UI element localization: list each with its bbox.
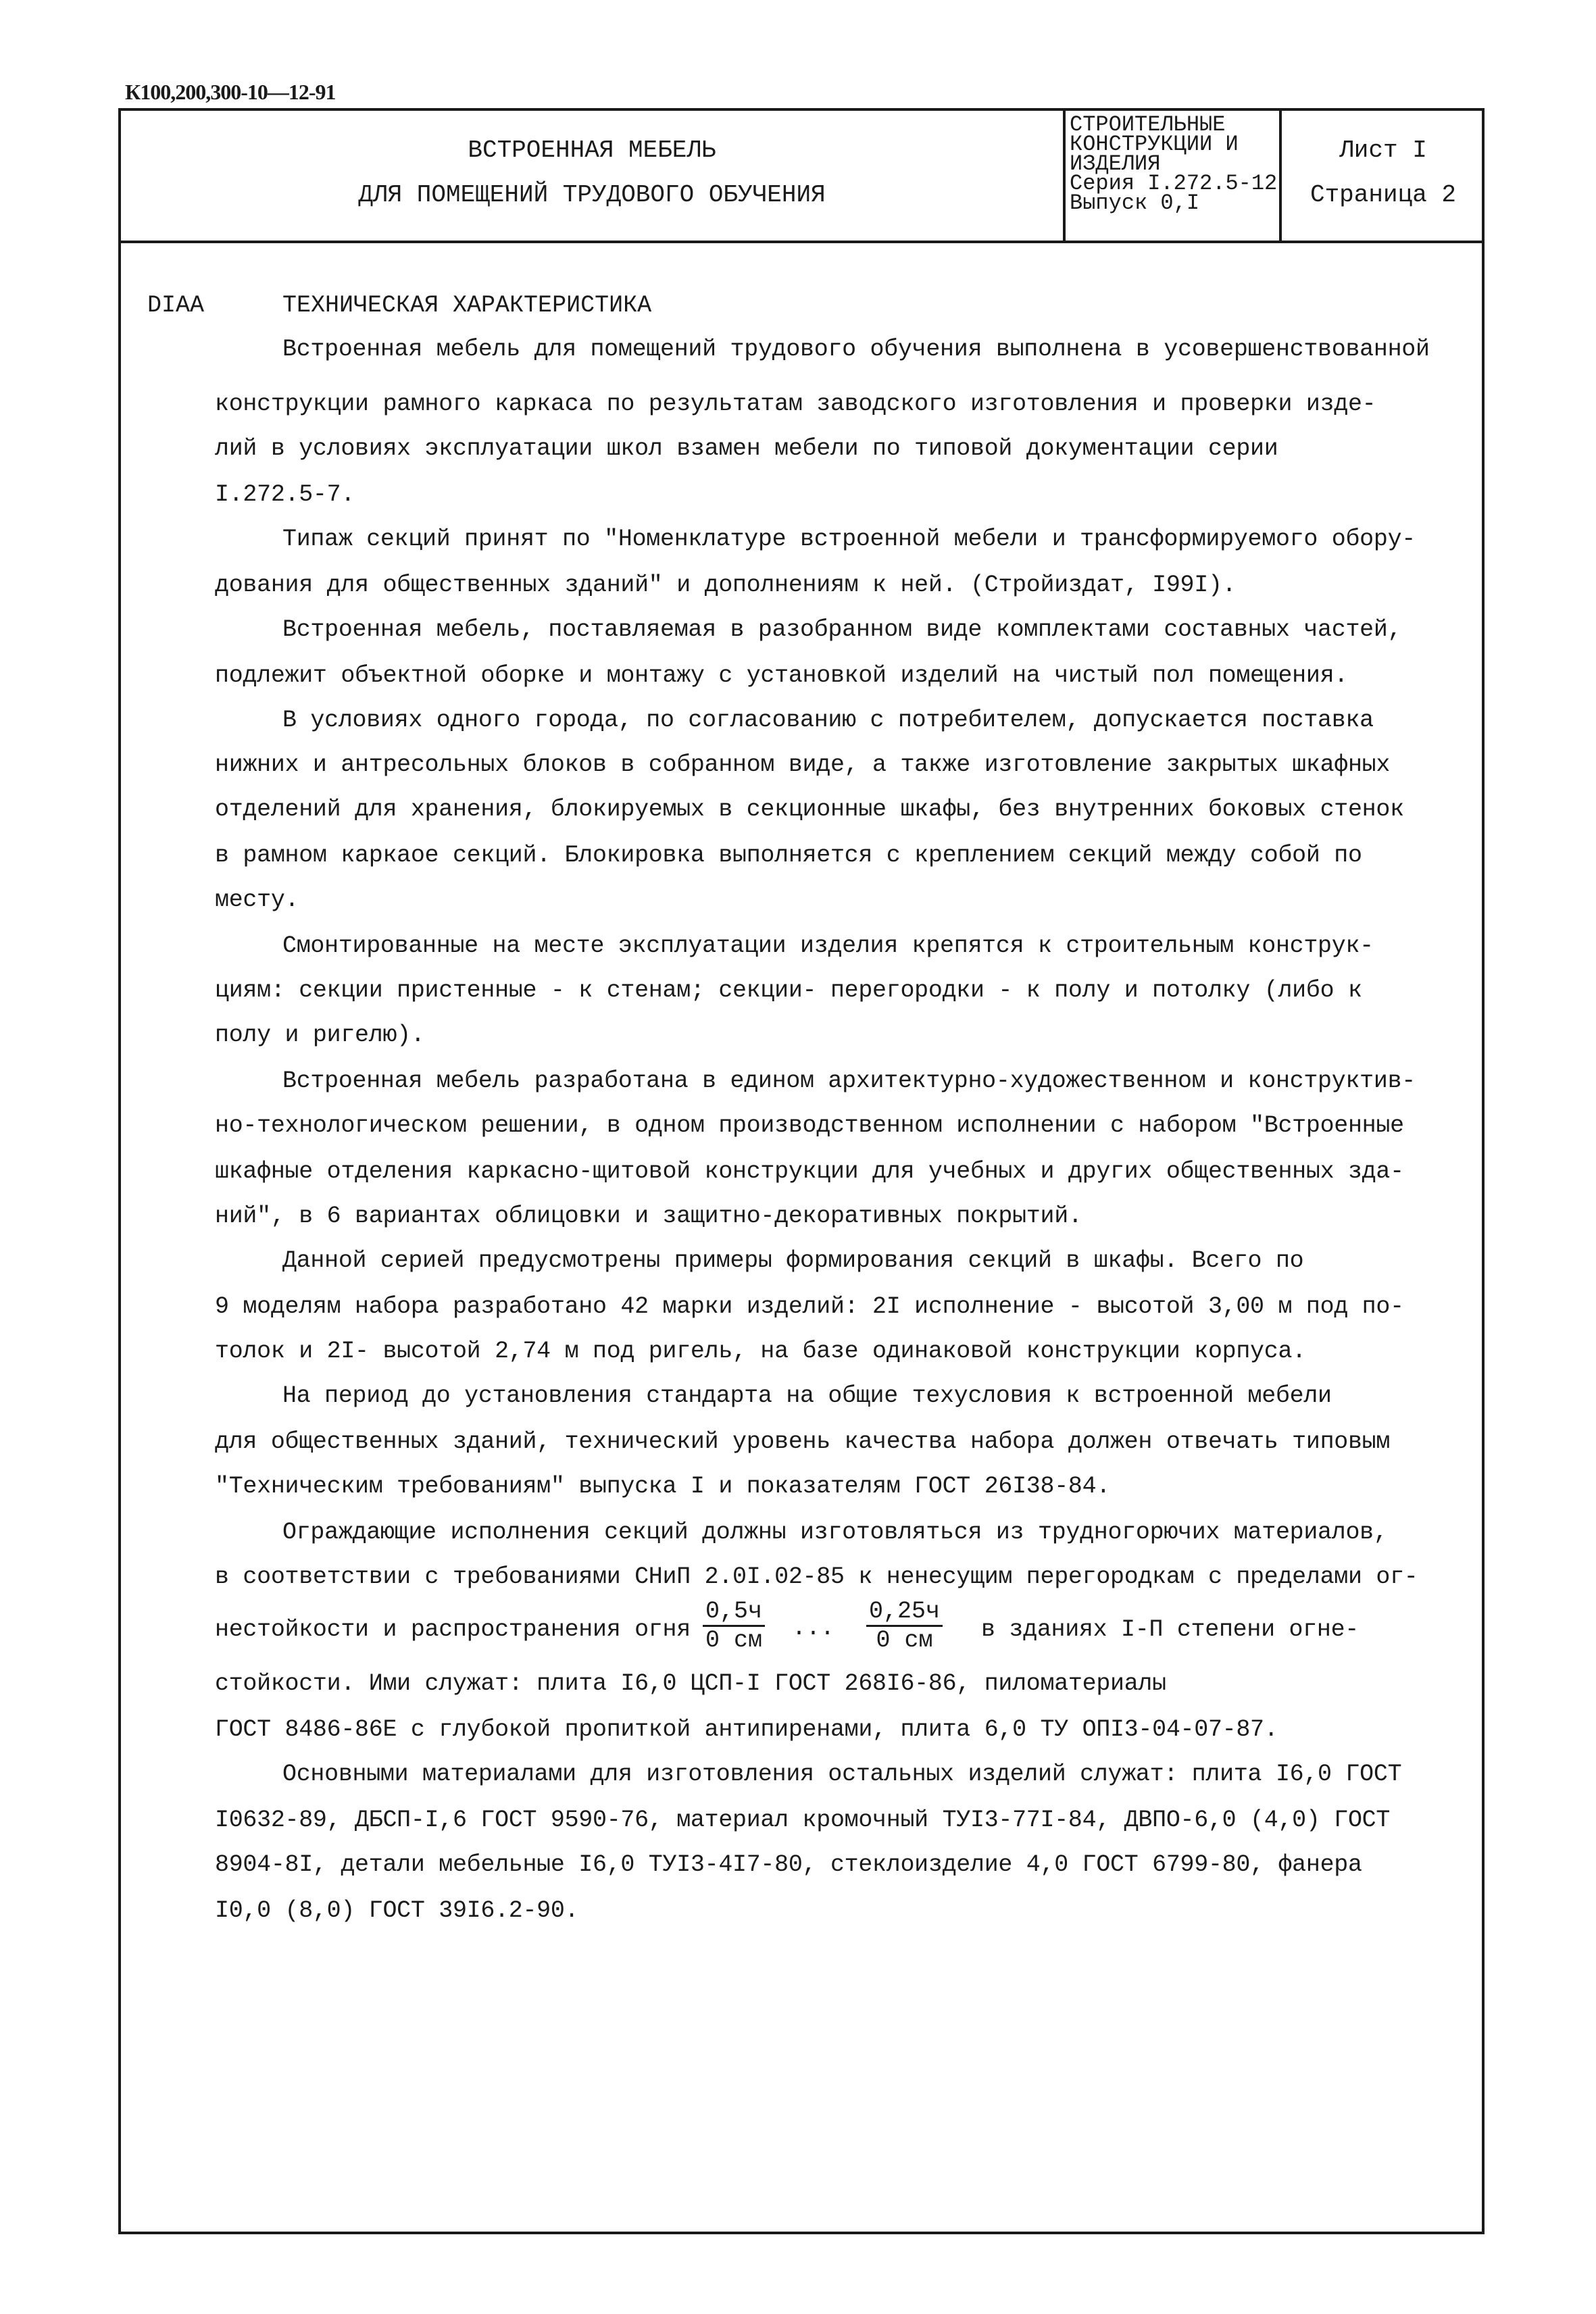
- text-line: конструкции рамного каркаса по результатам заводского изготовления и проверки изде-: [215, 391, 1376, 418]
- text-line: Встроенная мебель для помещений трудового обучения выполнена в усовершенствованной: [282, 336, 1430, 363]
- text-line: Основными материалами для изготовления остальных изделий служат: плита I6,0 ГОСТ: [282, 1761, 1402, 1788]
- text-line: стойкости. Ими служат: плита I6,0 ЦСП-I ГОСТ 268I6-86, пиломатериалы: [215, 1670, 1166, 1697]
- series-cell: [1066, 111, 1282, 241]
- sheet-cell: [1282, 111, 1485, 241]
- fraction-2-numerator: 0,25ч: [866, 1598, 943, 1627]
- text-line: в соответствии с требованиями СНиП 2.0I.02-85 к ненесущим перегородкам с пределами ог-: [215, 1563, 1418, 1590]
- text-line: месту.: [215, 886, 299, 913]
- section-code: DIAA: [147, 292, 205, 319]
- text-line: I.272.5-7.: [215, 481, 355, 508]
- text-line: циям: секции пристенные - к стенам; секции- перегородки - к полу и потолку (либо к: [215, 977, 1362, 1004]
- section-heading: ТЕХНИЧЕСКАЯ ХАРАКТЕРИСТИКА: [282, 292, 652, 319]
- fire-limit-fraction-1: [703, 1598, 765, 1654]
- text-line: шкафные отделения каркасно-щитовой конструкции для учебных и других общественных зда-: [215, 1158, 1404, 1185]
- text-line: но-технологическом решении, в одном производственном исполнении с набором "Встроенные: [215, 1112, 1404, 1139]
- text-line: "Техническим требованиям" выпуска I и показателям ГОСТ 26I38-84.: [215, 1473, 1111, 1500]
- fraction-1-denominator: 0 см: [705, 1627, 763, 1654]
- text-line: в зданиях I-П степени огне-: [981, 1616, 1359, 1643]
- category-line1: СТРОИТЕЛЬНЫЕ: [1070, 112, 1226, 137]
- text-line: для общественных зданий, технический уровень качества набора должен отвечать типовым: [215, 1428, 1391, 1455]
- fire-limit-fraction-2: [866, 1598, 943, 1654]
- text-line: Данной серией предусмотрены примеры формирования секций в шкафы. Всего по: [282, 1247, 1304, 1274]
- text-line: толок и 2I- высотой 2,74 м под ригель, на базе одинаковой конструкции корпуса.: [215, 1338, 1306, 1365]
- text-line: I0632-89, ДБСП-I,6 ГОСТ 9590-76, материал кромочный ТУI3-77I-84, ДВПО-6,0 (4,0) ГОСТ: [215, 1807, 1391, 1834]
- text-line: Смонтированные на месте эксплуатации изделия крепятся к строительным конструк-: [282, 932, 1374, 959]
- document-title-line2: ДЛЯ ПОМЕЩЕНИЙ ТРУДОВОГО ОБУЧЕНИЯ: [358, 181, 826, 209]
- text-line: лий в условиях эксплуатации школ взамен мебели по типовой документации серии: [215, 435, 1278, 462]
- category-line3: ИЗДЕЛИЯ: [1070, 151, 1161, 176]
- title-cell: [121, 111, 1066, 241]
- text-line: Типаж секций принят по "Номенклатуре встроенной мебели и трансформируемого обору-: [282, 526, 1416, 553]
- text-line: дования для общественных зданий" и дополнениям к ней. (Стройиздат, I99I).: [215, 572, 1237, 599]
- text-line: I0,0 (8,0) ГОСТ 39I6.2-90.: [215, 1897, 579, 1924]
- text-line: В условиях одного города, по согласованию с потребителем, допускается поставка: [282, 707, 1374, 734]
- document-title-line1: ВСТРОЕННАЯ МЕБЕЛЬ: [468, 136, 716, 164]
- sheet-number: Лист I: [1339, 136, 1427, 164]
- fraction-1-numerator: 0,5ч: [703, 1598, 765, 1627]
- text-line: На период до установления стандарта на общие техусловия к встроенной мебели: [282, 1382, 1332, 1409]
- text-line: ний", в 6 вариантах облицовки и защитно-декоративных покрытий.: [215, 1203, 1082, 1230]
- text-line: нестойкости и распространения огня: [215, 1616, 691, 1643]
- text-line: 9 моделям набора разработано 42 марки изделий: 2I исполнение - высотой 3,00 м под по-: [215, 1293, 1404, 1320]
- text-line: Ограждающие исполнения секций должны изготовляться из трудногорючих материалов,: [282, 1519, 1388, 1546]
- text-line: Встроенная мебель, поставляемая в разобранном виде комплектами составных частей,: [282, 616, 1402, 643]
- document-code: К100,200,300-10—12-91: [125, 80, 336, 104]
- page-number: Страница 2: [1310, 181, 1457, 209]
- text-line: нижних и антресольных блоков в собранном виде, а также изготовление закрытых шкафных: [215, 751, 1391, 778]
- issue-label: Выпуск 0,I: [1070, 191, 1200, 216]
- text-line: полу и ригелю).: [215, 1022, 425, 1049]
- text-line: Встроенная мебель разработана в едином архитектурно-художественном и конструктив-: [282, 1067, 1416, 1095]
- fraction-2-denominator: 0 см: [876, 1627, 933, 1654]
- text-line: ГОСТ 8486-86Е с глубокой пропиткой антипиренами, плита 6,0 ТУ ОПI3-04-07-87.: [215, 1716, 1278, 1743]
- text-line: в рамном каркаое секций. Блокировка выполняется с креплением секций между собой по: [215, 842, 1362, 869]
- fraction-ellipsis: ...: [792, 1615, 835, 1642]
- text-line: 8904-8I, детали мебельные I6,0 ТУI3-4I7-80, стеклоизделие 4,0 ГОСТ 6799-80, фанера: [215, 1851, 1362, 1878]
- category-line2: КОНСТРУКЦИИ И: [1070, 132, 1239, 157]
- text-line: отделений для хранения, блокируемых в секционные шкафы, без внутренних боковых стенок: [215, 796, 1404, 823]
- text-line: подлежит объектной оборке и монтажу с установкой изделий на чистый пол помещения.: [215, 662, 1348, 689]
- title-block: [121, 111, 1482, 243]
- series-label: Серия I.272.5-12: [1070, 171, 1278, 196]
